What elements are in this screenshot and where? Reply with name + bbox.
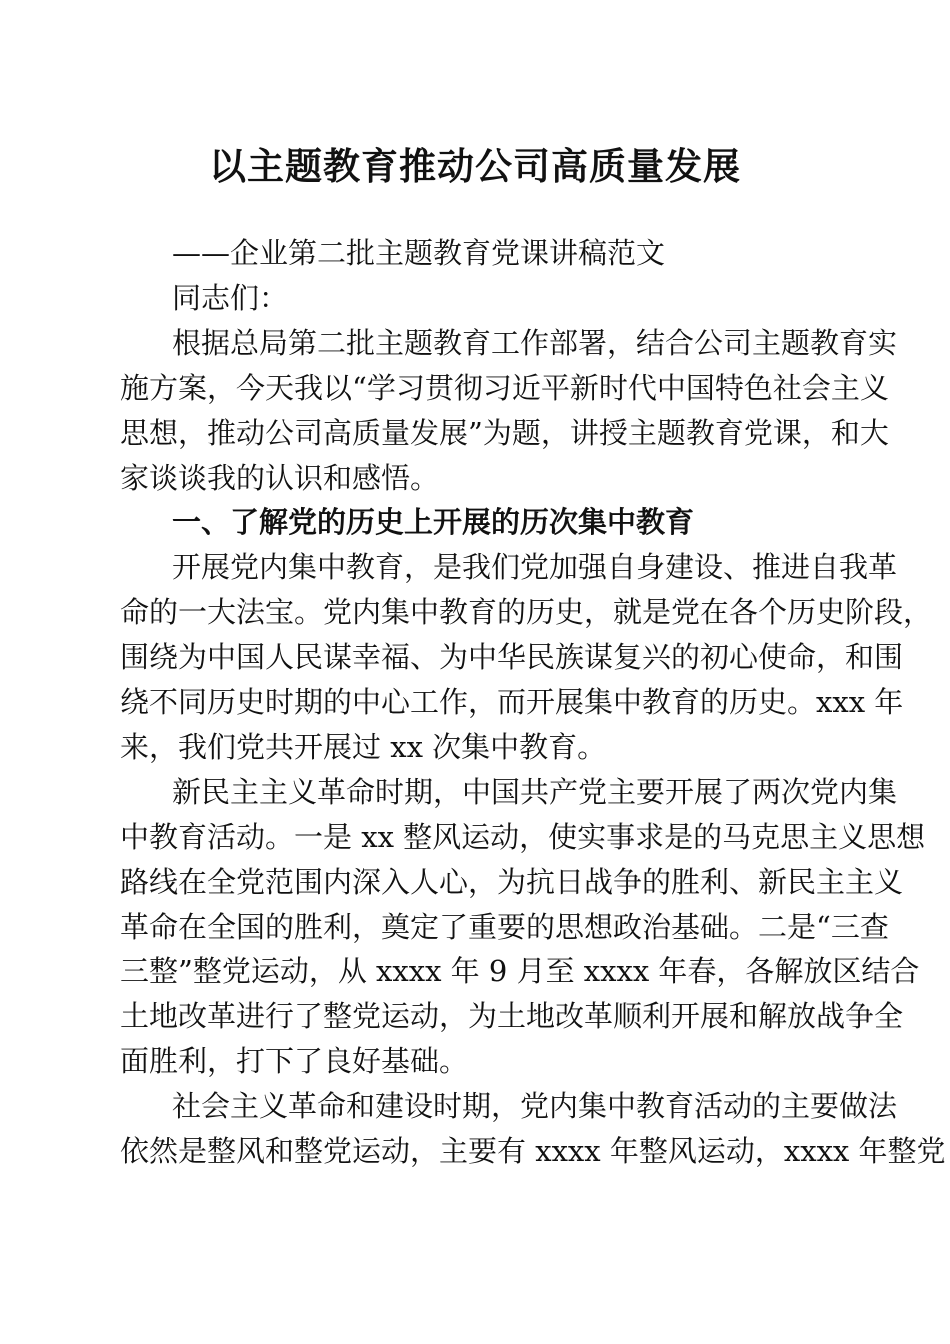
paragraph-line: 绕不同历史时期的中心工作，而开展集中教育的历史。xxx 年 xyxy=(120,685,904,719)
document-title: 以主题教育推动公司高质量发展 xyxy=(209,144,741,188)
document-subtitle: ——企业第二批主题教育党课讲稿范文 xyxy=(172,236,666,270)
paragraph-line: 革命在全国的胜利，奠定了重要的思想政治基础。二是“三查 xyxy=(120,909,889,944)
paragraph-line: 根据总局第二批主题教育工作部署，结合公司主题教育实 xyxy=(172,325,898,360)
paragraph-line: 路线在全党范围内深入人心，为抗日战争的胜利、新民主主义 xyxy=(120,864,904,899)
paragraph-line: 依然是整风和整党运动，主要有 xxxx 年整风运动，xxxx 年整党 xyxy=(120,1134,946,1168)
paragraph-line: 同志们： xyxy=(172,280,289,315)
paragraph-line: 三整”整党运动，从 xxxx 年 9 月至 xxxx 年春，各解放区结合 xyxy=(120,954,920,989)
paragraph-line: 中教育活动。一是 xx 整风运动，使实事求是的马克思主义思想 xyxy=(120,819,926,854)
paragraph-line: 思想，推动公司高质量发展”为题，讲授主题教育党课，和大 xyxy=(120,415,889,450)
paragraph-line: 来，我们党共开展过 xx 次集中教育。 xyxy=(120,729,607,764)
paragraph-line: 命的一大法宝。党内集中教育的历史，就是党在各个历史阶段， xyxy=(120,595,933,630)
paragraph-line: 土地改革进行了整党运动，为土地改革顺利开展和解放战争全 xyxy=(120,999,904,1034)
section-heading: 一、了解党的历史上开展的历次集中教育 xyxy=(172,505,695,540)
paragraph-line: 新民主主义革命时期，中国共产党主要开展了两次党内集 xyxy=(172,774,898,809)
paragraph-line: 施方案，今天我以“学习贯彻习近平新时代中国特色社会主义 xyxy=(120,370,889,405)
paragraph-line: 开展党内集中教育，是我们党加强自身建设、推进自我革 xyxy=(172,550,898,585)
paragraph-line: 社会主义革命和建设时期，党内集中教育活动的主要做法 xyxy=(172,1089,898,1124)
paragraph-line: 家谈谈我的认识和感悟。 xyxy=(120,460,440,495)
paragraph-line: 围绕为中国人民谋幸福、为中华民族谋复兴的初心使命，和围 xyxy=(120,640,904,675)
paragraph-line: 面胜利，打下了良好基础。 xyxy=(120,1044,469,1079)
